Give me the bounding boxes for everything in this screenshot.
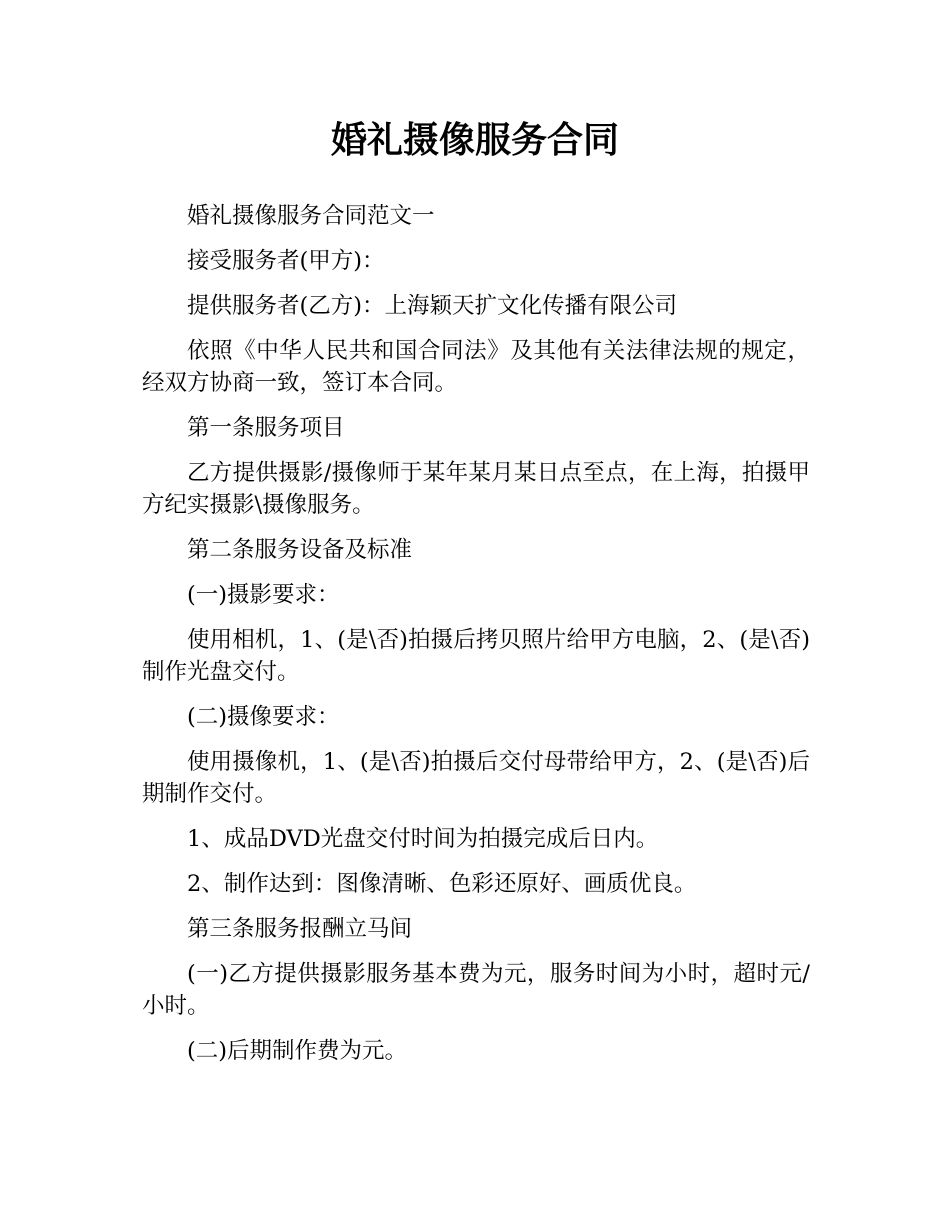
paragraph-legal-basis: 依照《中华人民共和国合同法》及其他有关法律法规的规定，经双方协商一致，签订本合同。 [142, 338, 810, 396]
paragraph-video-camera-usage: 使用摄像机，1、(是\否)拍摄后交付母带给甲方，2、(是\否)后期制作交付。 [142, 749, 810, 807]
paragraph-article-2-heading: 第二条服务设备及标准 [187, 537, 413, 563]
paragraph-article-1-content: 乙方提供摄影/摄像师于某年某月某日点至点，在上海，拍摄甲方纪实摄影\摄像服务。 [142, 460, 810, 518]
paragraph-article-1-heading: 第一条服务项目 [187, 415, 345, 441]
paragraph-party-b: 提供服务者(乙方)：上海颖天扩文化传播有限公司 [187, 293, 678, 319]
paragraph-photo-requirements: (一)摄影要求： [187, 582, 340, 608]
paragraph-article-3-heading: 第三条服务报酬立马间 [187, 916, 413, 942]
paragraph-dvd-delivery: 1、成品DVD光盘交付时间为拍摄完成后日内。 [187, 826, 659, 852]
paragraph-camera-usage: 使用相机，1、(是\否)拍摄后拷贝照片给甲方电脑，2、(是\否)制作光盘交付。 [142, 627, 810, 685]
paragraph-template-heading: 婚礼摄像服务合同范文一 [187, 203, 435, 229]
document-title: 婚礼摄像服务合同 [330, 120, 619, 161]
paragraph-video-requirements: (二)摄像要求： [187, 704, 340, 730]
paragraph-post-production-fee: (二)后期制作费为元。 [187, 1038, 408, 1064]
paragraph-party-a: 接受服务者(甲方)： [187, 248, 385, 274]
paragraph-basic-fee: (一)乙方提供摄影服务基本费为元，服务时间为小时，超时元/小时。 [142, 961, 810, 1019]
document-body [142, 200, 810, 1080]
paragraph-quality-standard: 2、制作达到：图像清晰、色彩还原好、画质优良。 [187, 871, 697, 897]
